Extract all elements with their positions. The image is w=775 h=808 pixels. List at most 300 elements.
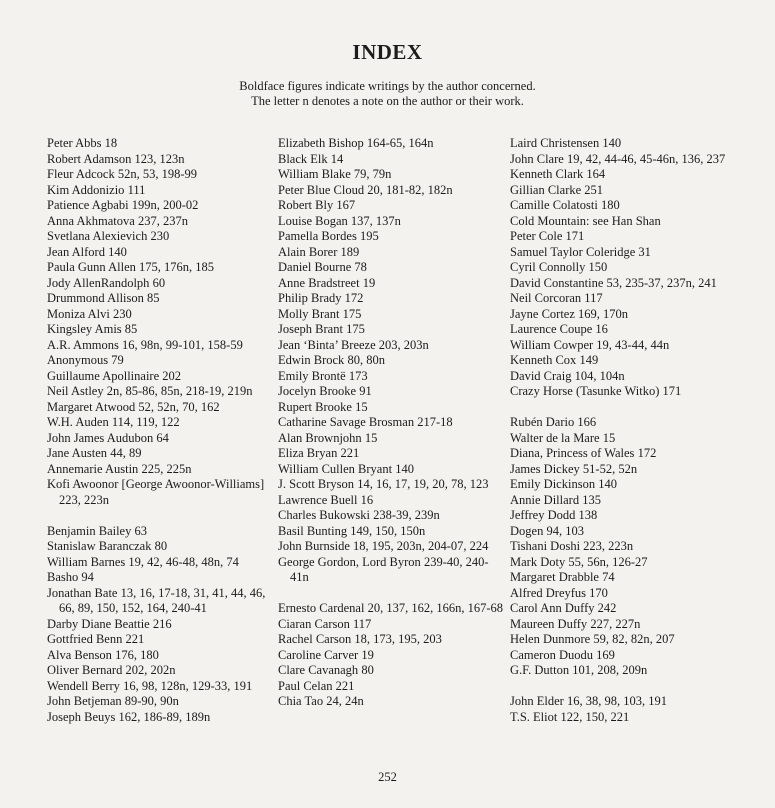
index-entry bbox=[278, 245, 503, 261]
index-entry bbox=[510, 322, 745, 338]
index-entry bbox=[510, 694, 745, 710]
index-entry bbox=[278, 431, 503, 447]
entry-name: Alan Brownjohn bbox=[278, 430, 362, 445]
index-entry bbox=[510, 617, 745, 633]
index-entry bbox=[278, 276, 503, 292]
index-entry bbox=[47, 384, 272, 400]
entry-name: Peter Cole bbox=[510, 229, 563, 243]
entry-name: Edwin Brock bbox=[278, 353, 345, 367]
entry-name: Annie Dillard bbox=[510, 492, 580, 507]
index-entry bbox=[510, 245, 745, 261]
index-entry bbox=[510, 539, 745, 555]
entry-name: Jean ‘Binta’ Breeze bbox=[278, 337, 376, 352]
entry-name: Oliver Bernard bbox=[47, 663, 123, 677]
entry-name: Pamella Bordes bbox=[278, 229, 357, 243]
index-entry bbox=[510, 555, 745, 571]
index-entry bbox=[47, 663, 272, 679]
entry-refs: 51-52, 52n bbox=[579, 461, 638, 476]
index-entry bbox=[278, 648, 503, 664]
entry-name: Guillaume Apollinaire bbox=[47, 368, 160, 383]
index-entry bbox=[47, 539, 272, 555]
entry-name: Cameron Duodu bbox=[510, 647, 593, 662]
entry-refs: 199n, 200-02 bbox=[128, 198, 199, 212]
entry-refs: 227, 227n bbox=[587, 616, 641, 631]
index-entry bbox=[47, 353, 272, 369]
index-entry bbox=[278, 524, 503, 540]
entry-name: Maureen Duffy bbox=[510, 616, 588, 631]
entry-refs: 55, 56n, 126-27 bbox=[565, 554, 648, 569]
entry-refs: 221 bbox=[337, 446, 360, 460]
index-entry bbox=[510, 586, 745, 602]
index-entry bbox=[47, 291, 272, 307]
entry-refs: 202 bbox=[159, 368, 182, 383]
entry-name: Carol Ann Duffy bbox=[510, 601, 595, 615]
entry-refs: 117 bbox=[349, 616, 372, 631]
entry-name: Darby Diane Beattie bbox=[47, 616, 150, 631]
entry-refs: 230 bbox=[109, 306, 132, 321]
entry-name: T.S. Eliot bbox=[510, 709, 558, 724]
entry-refs: 135 bbox=[579, 492, 601, 507]
entry-refs: 180 bbox=[597, 198, 620, 212]
entry-refs: 94, 103 bbox=[543, 523, 584, 538]
index-entry bbox=[278, 462, 503, 478]
index-entry bbox=[278, 291, 503, 307]
index-entry bbox=[47, 167, 272, 183]
index-entry bbox=[47, 694, 272, 710]
index-entry bbox=[47, 679, 272, 695]
index-entry bbox=[47, 322, 272, 338]
entry-refs: 94 bbox=[78, 570, 94, 584]
entry-name: Robert Bly bbox=[278, 198, 334, 212]
entry-refs: 16 bbox=[357, 492, 374, 507]
entry-refs: 140 bbox=[595, 477, 617, 491]
entry-name: Dogen bbox=[510, 523, 544, 538]
entry-name: Emily Dickinson bbox=[510, 477, 596, 491]
entry-refs: 114, 119, 122 bbox=[108, 415, 180, 429]
index-entry bbox=[278, 322, 503, 338]
entry-name: G.F. Dutton bbox=[510, 663, 570, 677]
entry-refs: 85 bbox=[121, 322, 138, 336]
entry-name: Jocelyn Brooke bbox=[278, 384, 357, 398]
entry-name: Cold Mountain: bbox=[510, 213, 590, 228]
entry-name: Lawrence Buell bbox=[278, 492, 358, 507]
section-gap bbox=[510, 679, 745, 695]
index-entry bbox=[510, 338, 745, 354]
entry-name: Caroline Carver bbox=[278, 647, 359, 662]
index-entry bbox=[278, 632, 503, 648]
index-entry bbox=[510, 431, 745, 447]
index-entry bbox=[510, 632, 745, 648]
entry-name: Annemarie Austin bbox=[47, 461, 139, 476]
index-entry bbox=[510, 152, 745, 168]
entry-name: Neil Astley bbox=[47, 384, 104, 398]
entry-refs: 20, 137, 162, 166n, 167-68 bbox=[364, 601, 503, 615]
entry-name: Svetlana Alexievich bbox=[47, 229, 148, 243]
index-entry bbox=[278, 508, 503, 524]
entry-name: Anna Akhmatova bbox=[47, 213, 135, 228]
entry-name: Kingsley Amis bbox=[47, 322, 122, 336]
index-entry bbox=[510, 570, 745, 586]
index-entry bbox=[47, 632, 272, 648]
entry-name: Margaret Atwood bbox=[47, 399, 136, 414]
index-entry bbox=[278, 617, 503, 633]
entry-name: Charles Bukowski bbox=[278, 508, 371, 522]
entry-refs: 195 bbox=[356, 229, 379, 243]
entry-refs: 150 bbox=[585, 260, 608, 274]
entry-refs: 24, 24n bbox=[323, 694, 364, 708]
entry-refs: 60 bbox=[149, 275, 166, 290]
entry-name: Jayne Cortez bbox=[510, 306, 575, 321]
index-entry bbox=[510, 462, 745, 478]
index-column-3 bbox=[510, 136, 745, 725]
entry-refs: 164 bbox=[583, 167, 606, 181]
entry-name: Crazy Horse (Tasunke Witko) bbox=[510, 384, 660, 398]
entry-name: David Craig bbox=[510, 368, 572, 383]
index-entry bbox=[47, 524, 272, 540]
index-entry bbox=[510, 415, 745, 431]
entry-name: Anonymous bbox=[47, 353, 109, 367]
entry-name: Kofi Awoonor [George Awoonor-Williams] bbox=[47, 477, 265, 491]
index-entry bbox=[510, 307, 745, 323]
entry-name: Wendell Berry bbox=[47, 678, 120, 693]
entry-name: Patience Agbabi bbox=[47, 198, 129, 212]
index-entry bbox=[510, 710, 745, 726]
entry-refs: 89-90, 90n bbox=[121, 694, 179, 708]
index-entry bbox=[510, 663, 745, 679]
entry-refs: 80 bbox=[151, 539, 168, 553]
index-entry bbox=[510, 167, 745, 183]
entry-refs: 238-39, 239n bbox=[370, 508, 440, 522]
index-entry bbox=[278, 493, 503, 509]
entry-name: Philip Brady bbox=[278, 291, 342, 305]
index-entry bbox=[47, 462, 272, 478]
index-entry bbox=[278, 198, 503, 214]
entry-name: William Blake bbox=[278, 167, 351, 181]
entry-refs: 19, 42, 46-48, 48n, 74 bbox=[125, 554, 239, 569]
entry-name: Jeffrey Dodd bbox=[510, 508, 576, 522]
entry-name: Jonathan Bate bbox=[47, 585, 118, 600]
index-entry bbox=[278, 338, 503, 354]
section-gap bbox=[47, 508, 272, 524]
index-entry bbox=[510, 446, 745, 462]
entry-refs: 91 bbox=[356, 384, 372, 398]
entry-name: John Betjeman bbox=[47, 694, 122, 708]
entry-name: W.H. Auden bbox=[47, 415, 109, 429]
entry-name: Ernesto Cardenal bbox=[278, 601, 365, 615]
index-entry bbox=[47, 229, 272, 245]
index-column-2 bbox=[278, 136, 503, 710]
entry-refs: 15 bbox=[351, 399, 368, 414]
entry-name: Paula Gunn Allen bbox=[47, 260, 136, 274]
entry-refs: 52n, 53, 198-99 bbox=[114, 167, 197, 181]
entry-name: Rubén Dario bbox=[510, 415, 575, 429]
entry-refs: 137, 137n bbox=[347, 213, 401, 228]
index-entry bbox=[47, 214, 272, 230]
index-entry bbox=[47, 570, 272, 586]
index-entry bbox=[278, 694, 503, 710]
entry-name: Eliza Bryan bbox=[278, 446, 338, 460]
entry-refs: 202, 202n bbox=[122, 663, 176, 677]
index-entry bbox=[47, 446, 272, 462]
index-entry bbox=[510, 369, 745, 385]
index-entry bbox=[278, 400, 503, 416]
index-entry bbox=[278, 539, 503, 555]
entry-name: Kenneth Cox bbox=[510, 353, 577, 367]
entry-name: Alain Borer bbox=[278, 244, 338, 259]
entry-name: Peter Abbs bbox=[47, 136, 102, 150]
entry-name: Joseph Beuys bbox=[47, 709, 116, 724]
entry-refs: 15 bbox=[599, 430, 616, 445]
entry-name: A.R. Ammons bbox=[47, 337, 119, 352]
index-entry bbox=[47, 307, 272, 323]
entry-refs: 237, 237n bbox=[134, 213, 188, 228]
index-entry bbox=[278, 663, 503, 679]
index-entry bbox=[47, 245, 272, 261]
entry-name: John Clare bbox=[510, 151, 564, 166]
entry-refs: 18, 195, 203n, 204-07, 224 bbox=[349, 539, 489, 553]
index-entry bbox=[47, 183, 272, 199]
entry-name: John Burnside bbox=[278, 539, 350, 553]
entry-refs: 169, 170n bbox=[574, 306, 629, 321]
entry-refs: 31 bbox=[635, 244, 651, 259]
entry-name: Kim Addonizio bbox=[47, 182, 125, 197]
page-number: 252 bbox=[378, 770, 397, 784]
entry-refs: 104, 104n bbox=[571, 368, 625, 383]
entry-name: Gottfried Benn bbox=[47, 632, 123, 646]
entry-refs: 64 bbox=[153, 430, 169, 445]
entry-name: Samuel Taylor Coleridge bbox=[510, 244, 636, 259]
index-entry bbox=[510, 524, 745, 540]
entry-name: Joseph Brant bbox=[278, 322, 343, 336]
entry-refs: 13, 16, 17-18, 31, 41, 44, 46, 66, 89, 150, 152, 164, 240-41 bbox=[59, 585, 266, 615]
index-entry bbox=[47, 400, 272, 416]
entry-refs: 53, 235-37, 237n, 241 bbox=[603, 275, 717, 290]
entry-name: Louise Bogan bbox=[278, 213, 348, 228]
index-entry bbox=[510, 214, 745, 230]
entry-name: Ciaran Carson bbox=[278, 616, 350, 631]
index-entry bbox=[47, 198, 272, 214]
entry-name: Clare Cavanagh bbox=[278, 663, 359, 677]
entry-name: Jean Alford bbox=[47, 244, 105, 259]
entry-refs: 164-65, 164n bbox=[363, 136, 434, 150]
entry-name: Jody AllenRandolph bbox=[47, 275, 150, 290]
entry-refs: 167 bbox=[333, 198, 356, 212]
entry-refs: 63 bbox=[131, 523, 147, 538]
entry-refs: 149, 150, 150n bbox=[347, 523, 426, 538]
index-entry bbox=[278, 555, 503, 586]
entry-name: Cyril Connolly bbox=[510, 260, 586, 274]
entry-refs: 80, 80n bbox=[344, 353, 385, 367]
page-title: INDEX bbox=[352, 40, 423, 64]
index-entry bbox=[510, 136, 745, 152]
index-entry bbox=[47, 477, 272, 508]
entry-refs: see Han Shan bbox=[589, 213, 661, 228]
entry-refs: 251 bbox=[581, 182, 604, 197]
index-entry bbox=[510, 477, 745, 493]
index-entry bbox=[510, 198, 745, 214]
entry-name: Tishani Doshi bbox=[510, 539, 581, 553]
entry-name: Robert Adamson bbox=[47, 151, 132, 166]
entry-name: Stanislaw Baranczak bbox=[47, 539, 152, 553]
entry-name: Benjamin Bailey bbox=[47, 523, 132, 538]
index-entry bbox=[510, 353, 745, 369]
entry-refs: 162, 186-89, 189n bbox=[115, 709, 211, 724]
entry-refs: 166 bbox=[574, 415, 597, 429]
entry-refs: 19, 42, 44-46, 45-46n, 136, 237 bbox=[563, 151, 726, 166]
entry-refs: 20, 181-82, 182n bbox=[364, 182, 453, 197]
index-entry bbox=[47, 338, 272, 354]
index-note-letter-n: The letter n denotes a note on the author or their work. bbox=[251, 94, 524, 108]
entry-name: Margaret Drabble bbox=[510, 570, 599, 584]
entry-name: Catharine Savage Brosman bbox=[278, 415, 415, 429]
entry-refs: 170 bbox=[586, 585, 608, 600]
entry-name: Emily Brontë bbox=[278, 368, 346, 383]
entry-refs: 2n, 85-86, 85n, 218-19, 219n bbox=[103, 384, 253, 398]
index-entry bbox=[47, 136, 272, 152]
entry-refs: 80 bbox=[358, 663, 374, 677]
index-entry bbox=[47, 555, 272, 571]
entry-refs: 172 bbox=[634, 446, 657, 460]
entry-refs: 79, 79n bbox=[350, 167, 392, 181]
entry-name: Laird Christensen bbox=[510, 136, 600, 150]
entry-refs: 149 bbox=[576, 353, 599, 367]
entry-name: John Elder bbox=[510, 694, 564, 708]
entry-refs: 16, 98n, 99-101, 158-59 bbox=[118, 337, 243, 352]
entry-refs: 176, 180 bbox=[111, 647, 159, 662]
entry-name: Fleur Adcock bbox=[47, 167, 115, 181]
entry-refs: 14 bbox=[327, 151, 344, 166]
section-gap bbox=[510, 400, 745, 416]
entry-name: Camille Colatosti bbox=[510, 198, 598, 212]
entry-refs: 172 bbox=[341, 291, 364, 305]
index-entry bbox=[47, 617, 272, 633]
index-entry bbox=[278, 384, 503, 400]
entry-refs: 44, 89 bbox=[107, 446, 142, 460]
index-entry bbox=[510, 260, 745, 276]
entry-name: George Gordon, Lord Byron bbox=[278, 554, 421, 569]
entry-name: Walter de la Mare bbox=[510, 430, 600, 445]
entry-refs: 242 bbox=[594, 601, 617, 615]
index-entry bbox=[510, 276, 745, 292]
index-entry bbox=[278, 167, 503, 183]
entry-name: Basil Bunting bbox=[278, 523, 348, 538]
index-entry bbox=[278, 415, 503, 431]
entry-name: Elizabeth Bishop bbox=[278, 136, 364, 150]
index-entry bbox=[278, 214, 503, 230]
entry-name: Rachel Carson bbox=[278, 632, 352, 646]
index-entry bbox=[47, 415, 272, 431]
entry-refs: 74 bbox=[598, 570, 615, 584]
entry-name: Helen Dunmore bbox=[510, 632, 591, 646]
index-entry bbox=[47, 276, 272, 292]
entry-name: Gillian Clarke bbox=[510, 182, 582, 197]
entry-name: Moniza Alvi bbox=[47, 306, 110, 321]
entry-name: Drummond Allison bbox=[47, 291, 144, 305]
entry-name: Alva Benson bbox=[47, 647, 112, 662]
entry-refs: 169 bbox=[592, 647, 615, 662]
entry-refs: 175, 176n, 185 bbox=[135, 260, 215, 274]
entry-refs: 221 bbox=[332, 678, 355, 693]
index-entry bbox=[278, 353, 503, 369]
entry-name: Anne Bradstreet bbox=[278, 275, 360, 290]
index-entry bbox=[510, 183, 745, 199]
entry-refs: 140 bbox=[599, 136, 622, 150]
entry-name: William Barnes bbox=[47, 554, 126, 569]
entry-name: John James Audubon bbox=[47, 430, 154, 445]
entry-name: Neil Corcoran bbox=[510, 291, 582, 305]
entry-name: Laurence Coupe bbox=[510, 322, 593, 336]
entry-refs: 52, 52n, 70, 162 bbox=[135, 399, 220, 414]
index-entry bbox=[278, 601, 503, 617]
entry-name: James Dickey bbox=[510, 461, 580, 476]
entry-refs: 19 bbox=[359, 275, 376, 290]
entry-refs: 15 bbox=[361, 430, 378, 445]
entry-name: Jane Austen bbox=[47, 446, 108, 460]
entry-name: Black Elk bbox=[278, 151, 328, 166]
entry-refs: 171 bbox=[659, 384, 682, 398]
index-entry bbox=[278, 260, 503, 276]
entry-refs: 16, 38, 98, 103, 191 bbox=[563, 694, 667, 708]
index-entry bbox=[278, 152, 503, 168]
entry-refs: 19, 43-44, 44n bbox=[593, 337, 670, 352]
entry-name: Daniel Bourne bbox=[278, 260, 352, 274]
index-entry bbox=[278, 679, 503, 695]
entry-name: Paul Celan bbox=[278, 678, 333, 693]
index-note-boldface: Boldface figures indicate writings by the author concerned. bbox=[239, 79, 536, 93]
entry-refs: 140 bbox=[104, 244, 127, 259]
index-entry bbox=[510, 601, 745, 617]
entry-name: J. Scott Bryson bbox=[278, 477, 355, 491]
index-column-1 bbox=[47, 136, 272, 725]
entry-refs: 189 bbox=[337, 244, 360, 259]
index-entry bbox=[510, 493, 745, 509]
index-entry bbox=[510, 229, 745, 245]
entry-name: Basho bbox=[47, 570, 79, 584]
entry-refs: 18 bbox=[101, 136, 118, 150]
index-entry bbox=[278, 183, 503, 199]
entry-refs: 78 bbox=[351, 260, 367, 274]
entry-refs: 19 bbox=[358, 647, 374, 662]
entry-refs: 203, 203n bbox=[375, 337, 429, 352]
entry-refs: 111 bbox=[124, 182, 146, 197]
entry-name: William Cullen Bryant bbox=[278, 461, 393, 476]
entry-refs: 230 bbox=[147, 229, 170, 243]
entry-name: Diana, Princess of Wales bbox=[510, 446, 635, 460]
index-entry bbox=[47, 710, 272, 726]
entry-refs: 175 bbox=[339, 306, 362, 321]
entry-refs: 85 bbox=[143, 291, 160, 305]
entry-refs: 221 bbox=[122, 632, 145, 646]
entry-refs: 217-18 bbox=[414, 415, 453, 429]
entry-refs: 79 bbox=[108, 353, 124, 367]
entry-refs: 122, 150, 221 bbox=[557, 709, 630, 724]
index-entry bbox=[47, 260, 272, 276]
entry-refs: 123, 123n bbox=[131, 151, 185, 166]
entry-refs: 171 bbox=[562, 229, 585, 243]
entry-name: Mark Doty bbox=[510, 554, 566, 569]
entry-refs: 138 bbox=[575, 508, 598, 522]
index-entry bbox=[278, 477, 503, 493]
index-entry bbox=[278, 369, 503, 385]
index-entry bbox=[278, 446, 503, 462]
index-entry bbox=[47, 648, 272, 664]
entry-refs: 16 bbox=[592, 322, 608, 336]
entry-refs: 59, 82, 82n, 207 bbox=[590, 632, 675, 646]
entry-refs: 239-40, 240-41n bbox=[290, 554, 489, 584]
entry-name: Chia Tao bbox=[278, 694, 324, 708]
entry-refs: 216 bbox=[149, 616, 172, 631]
index-entry bbox=[278, 307, 503, 323]
